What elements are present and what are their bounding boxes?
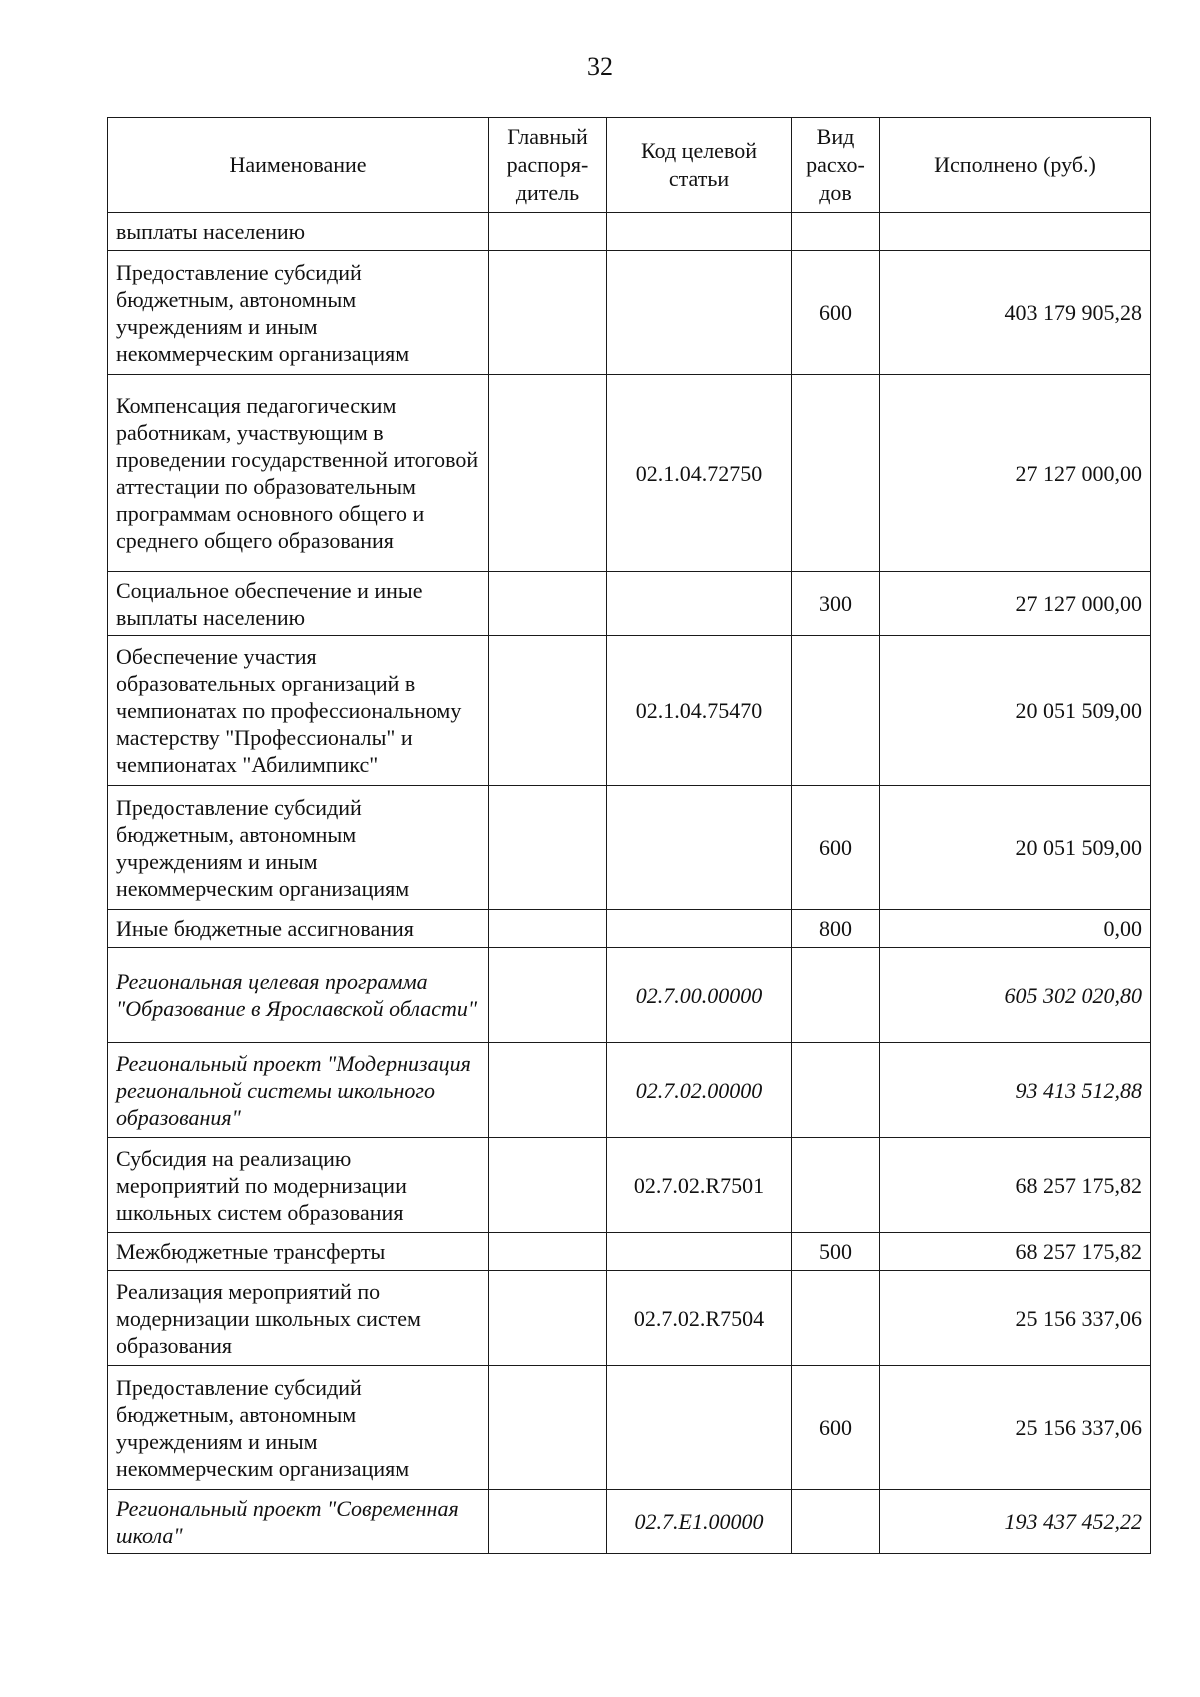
cell-code: [607, 251, 792, 375]
cell-manager: [489, 786, 607, 910]
cell-code: 02.7.E1.00000: [607, 1490, 792, 1554]
cell-kind: 500: [792, 1233, 880, 1271]
cell-amount: 68 257 175,82: [880, 1138, 1151, 1233]
cell-name: выплаты населению: [108, 213, 489, 251]
cell-name: Иные бюджетные ассигнования: [108, 910, 489, 948]
cell-amount: 25 156 337,06: [880, 1366, 1151, 1490]
cell-amount: 0,00: [880, 910, 1151, 948]
table-row: [108, 1366, 1151, 1490]
cell-code: 02.1.04.72750: [607, 375, 792, 572]
cell-code: 02.7.02.R7504: [607, 1271, 792, 1366]
cell-manager: [489, 636, 607, 786]
cell-amount: 193 437 452,22: [880, 1490, 1151, 1554]
cell-manager: [489, 910, 607, 948]
cell-name: Обеспечение участия образовательных организаций в чемпионатах по профессиональному мастерству "Профессионалы" и чемпионатах "Абилимпикс": [108, 636, 489, 786]
header-amount: Исполнено (руб.): [880, 118, 1151, 213]
cell-name: Предоставление субсидий бюджетным, автономным учреждениям и иным некоммерческим организациям: [108, 1366, 489, 1490]
cell-kind: 600: [792, 786, 880, 910]
cell-manager: [489, 948, 607, 1043]
cell-name: Предоставление субсидий бюджетным, автономным учреждениям и иным некоммерческим организациям: [108, 251, 489, 375]
cell-kind: [792, 375, 880, 572]
cell-manager: [489, 251, 607, 375]
cell-amount: 20 051 509,00: [880, 636, 1151, 786]
cell-amount: 93 413 512,88: [880, 1043, 1151, 1138]
table-row: [108, 251, 1151, 375]
cell-kind: [792, 636, 880, 786]
header-manager: Главный распоря-дитель: [489, 118, 607, 213]
table-header-row: [108, 118, 1151, 213]
cell-name: Социальное обеспечение и иные выплаты населению: [108, 572, 489, 636]
cell-kind: 800: [792, 910, 880, 948]
cell-name: Межбюджетные трансферты: [108, 1233, 489, 1271]
table-row: [108, 1043, 1151, 1138]
table-body: [108, 213, 1151, 1554]
cell-manager: [489, 1271, 607, 1366]
cell-name: Субсидия на реализацию мероприятий по модернизации школьных систем образования: [108, 1138, 489, 1233]
cell-amount: 25 156 337,06: [880, 1271, 1151, 1366]
table-row: [108, 636, 1151, 786]
cell-code: [607, 1366, 792, 1490]
cell-code: 02.1.04.75470: [607, 636, 792, 786]
cell-kind: 600: [792, 1366, 880, 1490]
cell-code: 02.7.00.00000: [607, 948, 792, 1043]
header-code: Код целевой статьи: [607, 118, 792, 213]
cell-amount: 605 302 020,80: [880, 948, 1151, 1043]
cell-name: Региональный проект "Модернизация региональной системы школьного образования": [108, 1043, 489, 1138]
cell-manager: [489, 1490, 607, 1554]
cell-amount: [880, 213, 1151, 251]
cell-code: 02.7.02.R7501: [607, 1138, 792, 1233]
cell-amount: 68 257 175,82: [880, 1233, 1151, 1271]
cell-manager: [489, 375, 607, 572]
cell-kind: 300: [792, 572, 880, 636]
header-name: Наименование: [108, 118, 489, 213]
table-row: [108, 1138, 1151, 1233]
cell-name: Региональная целевая программа "Образование в Ярославской области": [108, 948, 489, 1043]
cell-amount: 27 127 000,00: [880, 375, 1151, 572]
table-row: [108, 786, 1151, 910]
budget-table: [107, 117, 1151, 1554]
cell-code: [607, 572, 792, 636]
cell-kind: [792, 1138, 880, 1233]
cell-kind: [792, 1271, 880, 1366]
table-row: [108, 1271, 1151, 1366]
cell-kind: 600: [792, 251, 880, 375]
table-row: [108, 910, 1151, 948]
cell-manager: [489, 572, 607, 636]
cell-name: Региональный проект "Современная школа": [108, 1490, 489, 1554]
cell-manager: [489, 1138, 607, 1233]
cell-name: Компенсация педагогическим работникам, участвующим в проведении государственной итоговой аттестации по образовательным программам основного общего и среднего общего образования: [108, 375, 489, 572]
cell-manager: [489, 1043, 607, 1138]
cell-code: [607, 786, 792, 910]
header-kind: Вид расхо-дов: [792, 118, 880, 213]
cell-manager: [489, 1366, 607, 1490]
cell-code: [607, 213, 792, 251]
cell-amount: 27 127 000,00: [880, 572, 1151, 636]
table-row: [108, 1490, 1151, 1554]
cell-amount: 403 179 905,28: [880, 251, 1151, 375]
cell-code: 02.7.02.00000: [607, 1043, 792, 1138]
cell-manager: [489, 213, 607, 251]
cell-code: [607, 1233, 792, 1271]
table-row: [108, 375, 1151, 572]
cell-code: [607, 910, 792, 948]
cell-kind: [792, 948, 880, 1043]
cell-name: Предоставление субсидий бюджетным, автономным учреждениям и иным некоммерческим организациям: [108, 786, 489, 910]
table-row: [108, 572, 1151, 636]
cell-kind: [792, 1043, 880, 1138]
cell-kind: [792, 1490, 880, 1554]
cell-name: Реализация мероприятий по модернизации школьных систем образования: [108, 1271, 489, 1366]
cell-amount: 20 051 509,00: [880, 786, 1151, 910]
cell-kind: [792, 213, 880, 251]
table-row: [108, 213, 1151, 251]
cell-manager: [489, 1233, 607, 1271]
table-row: [108, 948, 1151, 1043]
table-row: [108, 1233, 1151, 1271]
page-number: 32: [587, 52, 613, 81]
